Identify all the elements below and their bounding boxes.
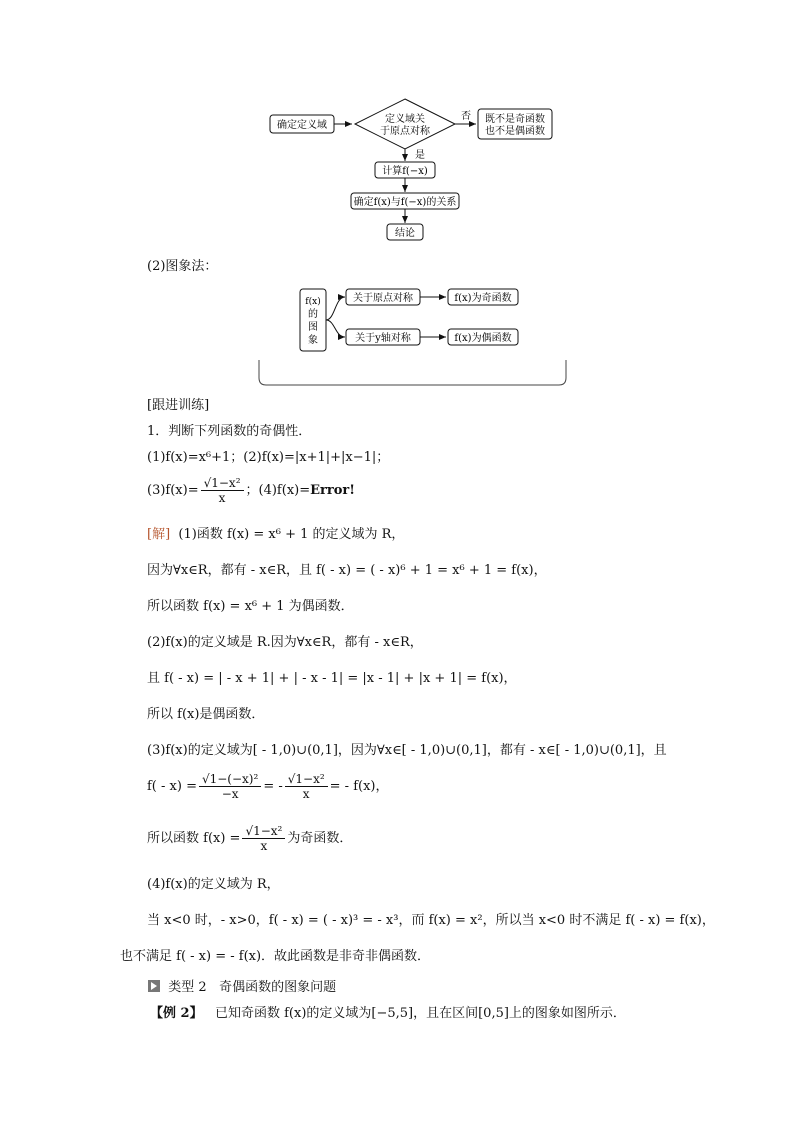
fraction-numerator: √1−(−x)² — [199, 772, 261, 787]
solution-2a: (2)f(x)的定义域是 R.因为∀x∈R，都有 - x∈R， — [147, 635, 423, 650]
problem-line2-fraction — [201, 476, 244, 505]
graph-branch-bottom-text: 关于y轴对称 — [355, 333, 411, 344]
fraction-numerator: √1−x² — [201, 476, 244, 491]
solution-1a-text: (1)函数 f(x) = x⁶ + 1 的定义域为 R， — [178, 527, 405, 542]
example2-tag: 【例 2】 — [150, 1006, 203, 1021]
fraction-denominator: x — [302, 787, 310, 801]
solution-1b: 因为∀x∈R，都有 - x∈R，且 f( - x) = ( - x)⁶ + 1 = x⁶ + 1 = f(x)， — [147, 563, 547, 578]
solution-1c: 所以函数 f(x) = x⁶ + 1 为偶函数． — [147, 599, 354, 614]
solution-3b-prefix: f( - x) = — [147, 779, 197, 794]
solution-4a: (4)f(x)的定义域为 R， — [147, 877, 280, 892]
graph-result-bottom-text: f(x)为偶函数 — [454, 333, 512, 344]
solution-1a — [147, 527, 404, 543]
solution-3c-suffix: 为奇函数． — [287, 831, 353, 846]
example2-text: 已知奇函数 f(x)的定义域为[−5,5]，且在区间[0,5]上的图象如图所示． — [214, 1006, 626, 1021]
solution-3a: (3)f(x)的定义域为[ - 1,0)∪(0,1]，因为∀x∈[ - 1,0)∪(0,1]，都有 - x∈[ - 1,0)∪(0,1]，且 — [147, 743, 667, 758]
fraction-numerator: √1−x² — [242, 824, 285, 839]
fraction-denominator: −x — [221, 787, 239, 801]
flow-conclusion-text: 结论 — [395, 228, 415, 239]
flow-compute-text: 计算f(−x) — [382, 166, 428, 177]
problem-line2-suffix: ；(4)f(x)= — [245, 483, 311, 498]
solution-3b-suffix: = - f(x)， — [329, 779, 389, 794]
graph-left-line1: f(x) — [305, 297, 321, 307]
flow-result-no-line1: 既不是奇函数 — [485, 114, 545, 125]
graph-left-line3: 图 — [308, 322, 318, 333]
graph-left-line2: 的 — [308, 309, 318, 320]
problem-line1: (1)f(x)=x⁶+1；(2)f(x)=|x+1|+|x−1|； — [147, 450, 390, 465]
solution-4b: 当 x<0 时，- x>0，f( - x) = ( - x)³ = - x³，而 f(x) = x²，所以当 x<0 时不满足 f( - x) = f(x)， — [147, 913, 715, 928]
solution-3b-fraction2 — [285, 772, 328, 801]
practice-header: [跟进训练] — [147, 398, 210, 413]
problem-line2 — [147, 476, 355, 505]
solution-3b-fraction1 — [199, 772, 261, 801]
solution-4c: 也不满足 f( - x) = - f(x)．故此函数是非奇非偶函数． — [120, 949, 431, 964]
graph-left-line4: 象 — [308, 335, 318, 346]
method2-label: (2)图象法： — [147, 259, 218, 274]
graph-branch-top-text: 关于原点对称 — [353, 293, 413, 304]
section-bracket — [259, 360, 566, 385]
solution-tag: [解] — [147, 527, 171, 542]
fraction-numerator: √1−x² — [285, 772, 328, 787]
solution-3c-fraction — [242, 824, 285, 853]
solution-2b: 且 f( - x) = | - x + 1| + | - x - 1| = |x - 1| + |x + 1| = f(x)， — [147, 671, 517, 686]
example2-line — [150, 1006, 626, 1022]
flow-relation-text: 确定f(x)与f(−x)的关系 — [353, 197, 457, 208]
solution-3c — [147, 824, 352, 853]
flow-no-label: 否 — [461, 111, 471, 122]
solution-3b-mid: = - — [263, 779, 283, 794]
type2-title: 奇偶函数的图象问题 — [219, 980, 337, 995]
graph-result-top-text: f(x)为奇函数 — [454, 293, 512, 304]
fraction-denominator: x — [260, 839, 268, 853]
flowchart-graph-method — [255, 285, 570, 390]
fraction-denominator: x — [218, 491, 226, 505]
flow-result-no-line2: 也不是偶函数 — [485, 126, 545, 137]
type2-heading — [148, 980, 336, 996]
solution-2c: 所以 f(x)是偶函数． — [147, 707, 265, 722]
type2-label: 类型 2 — [168, 980, 207, 995]
solution-3b — [147, 772, 389, 801]
flow-decision-line1: 定义域关 — [385, 114, 425, 125]
flowchart-odd-even-method — [262, 95, 562, 245]
flow-yes-label: 是 — [415, 150, 425, 161]
play-triangle-icon — [148, 980, 160, 992]
flow-start-text: 确定定义域 — [277, 120, 327, 131]
flow-decision-line2: 于原点对称 — [380, 126, 430, 137]
problem-line2-error: Error! — [310, 483, 355, 498]
problem-stem: 1．判断下列函数的奇偶性． — [147, 424, 312, 439]
solution-3c-prefix: 所以函数 f(x) = — [147, 831, 241, 846]
problem-line2-prefix: (3)f(x)= — [147, 483, 199, 498]
